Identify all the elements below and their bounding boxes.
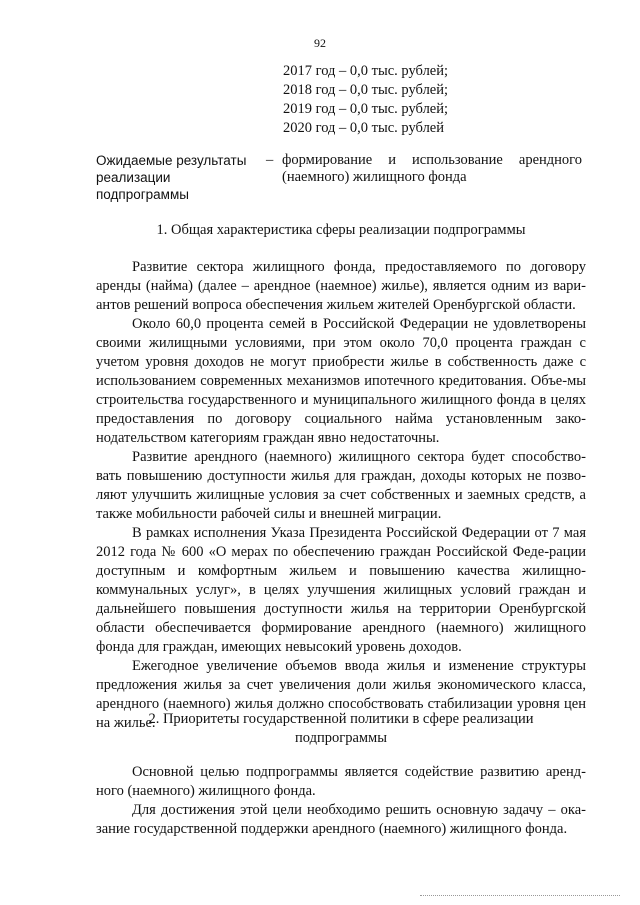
section-2-body bbox=[96, 763, 586, 839]
funding-line-2019: 2019 год – 0,0 тыс. рублей; bbox=[283, 101, 449, 117]
section-2-heading bbox=[96, 710, 586, 748]
page-number: 92 bbox=[314, 36, 326, 50]
section-1-paragraph: В рамках исполнения Указа Президента Российской Федерации от 7 мая 2012 года № 600 «О мерах по обеспечению граждан Российской Феде-рации доступным и комфортным жильем и повышению качества жилищно-коммунальных услуг», в целях улучшения жилищных условий граждан и дальнейшего повышения доступности жилья на территории Оренбургской области обеспечивается формирование арендного (наемного) жилищного фонда для граждан, имеющих невысокий уровень доходов. bbox=[96, 525, 586, 655]
section-2-heading-line-2: подпрограммы bbox=[295, 730, 387, 746]
section-1-heading: 1. Общая характеристика сферы реализации подпрограммы bbox=[156, 222, 526, 238]
funding-line-2020: 2020 год – 0,0 тыс. рублей bbox=[283, 120, 445, 136]
section-1-paragraph: Развитие сектора жилищного фонда, предоставляемого по договору аренды (найма) (далее – арендное (наемное) жилье), является одним из вари-антов решений вопроса обеспечения жильем жителей Оренбургской области. bbox=[96, 259, 586, 313]
funding-list bbox=[283, 62, 448, 138]
section-1-paragraph: Около 60,0 процента семей в Российской Федерации не удовлетворены своими жилищными условиями, при этом около 70,0 процента граждан с учетом уровня доходов не могут приобрести жилье в собственность даже с использованием современных механизмов ипотечного кредитования. Объе-мы строительства государственного и муниципального жилищного фонда в целях предоставления по договору социального найма установленным зако-нодательством категориям граждан явно недостаточны. bbox=[96, 316, 586, 446]
section-1-body bbox=[96, 258, 586, 733]
expected-results-label: Ожидаемые результаты реализации подпрограммы bbox=[96, 153, 247, 202]
scan-footer-marks bbox=[420, 895, 620, 899]
section-1-paragraph: Развитие арендного (наемного) жилищного сектора будет способство-вать повышению доступности жилья для граждан, доходы которых не позво-ляют улучшить жилищные условия за счет собственных и заемных средств, а также мобильности рабочей силы и внешней миграции. bbox=[96, 449, 586, 522]
section-2-paragraph: Для достижения этой цели необходимо решить основную задачу – ока-зание государственной поддержки арендного (наемного) жилищного фонда. bbox=[96, 802, 586, 837]
funding-line-2018: 2018 год – 0,0 тыс. рублей; bbox=[283, 82, 449, 98]
funding-line-2017: 2017 год – 0,0 тыс. рублей; bbox=[283, 63, 449, 79]
section-2-heading-line-1: 2. Приоритеты государственной политики в сфере реализации bbox=[148, 711, 534, 727]
expected-results-value: формирование и использование арендного (наемного) жилищного фонда bbox=[282, 152, 582, 185]
expected-results-dash: – bbox=[266, 152, 274, 168]
section-2-paragraph: Основной целью подпрограммы является содействие развитию аренд-ного (наемного) жилищного фонда. bbox=[96, 764, 586, 799]
section-1-paragraph: Ежегодное увеличение объемов ввода жилья и изменение структуры предложения жилья за счет увеличения доли жилья экономического класса, арендного (наемного) жилья должно способствовать стабилизации уровня цен на жилье. bbox=[96, 658, 586, 731]
